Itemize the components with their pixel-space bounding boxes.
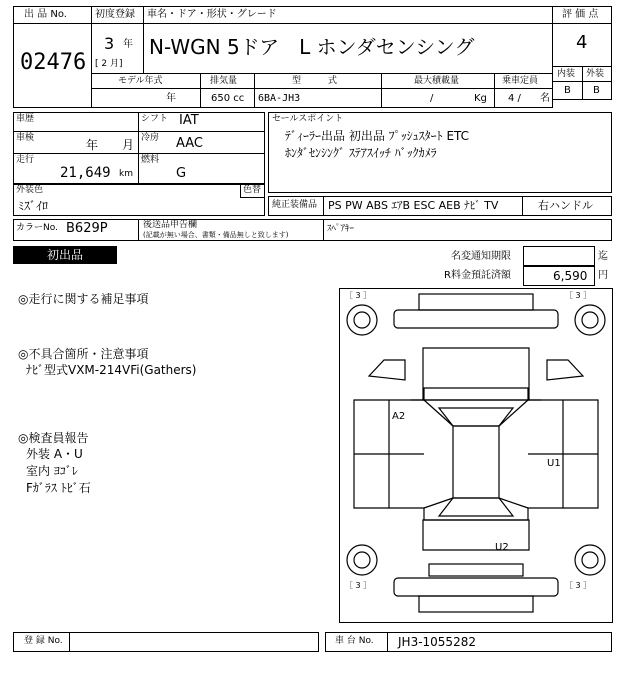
car-damage-diagram — [339, 288, 613, 623]
first-listing-badge: 初出品 — [13, 246, 117, 264]
type-value: 6BA-JH3 — [258, 93, 301, 104]
exterior-label: 外装 — [586, 69, 605, 79]
inspection-label: 車検 — [16, 133, 35, 143]
post-docs-label: 後送品申告欄 — [143, 220, 198, 230]
exterior-grade: B — [593, 85, 600, 96]
shift-label: シフト — [141, 114, 169, 124]
model-year-unit: 年 — [166, 93, 176, 104]
color-change-label: 色替 — [243, 185, 262, 195]
first-reg-month: [ 2 月] — [95, 59, 123, 69]
lot-label: 出 品 No. — [24, 9, 67, 20]
interior-label: 内装 — [557, 69, 576, 79]
name-label: 車名・ドア・形状・グレード — [147, 9, 277, 20]
steering-value: 右ハンドル — [538, 199, 593, 212]
first-reg-year-unit: 年 — [123, 39, 133, 50]
post-docs-note: (記載が無い場合、書類・備品無しと致します) — [143, 231, 289, 239]
shift-value: IAT — [179, 113, 199, 128]
chassis-label: 車 台 No. — [335, 636, 374, 646]
ext-color-cell — [13, 184, 265, 216]
fuel-label: 燃料 — [141, 155, 160, 165]
car-name: N-WGN 5ドア L ホンダセンシング — [149, 35, 475, 59]
reg-no-cell — [69, 632, 319, 652]
defects-line1: ﾅﾋﾞ型式VXM-214VFi(Gathers) — [26, 363, 197, 377]
post-docs-cell — [323, 219, 612, 241]
equipment-label: 純正装備品 — [272, 200, 318, 210]
score-label: 評 価 点 — [562, 9, 599, 20]
name-change-unit: 迄 — [598, 251, 608, 262]
equipment-value: PS PW ABS ｴｱB ESC AEB ﾅﾋﾞ TV — [328, 199, 499, 212]
interior-grade: B — [564, 85, 571, 96]
mark-u1: U1 — [547, 458, 561, 469]
displacement-value: 650 cc — [211, 93, 245, 104]
capacity-label: 乗車定員 — [502, 76, 539, 86]
reg-no-label: 登 録 No. — [24, 636, 63, 646]
name-change-cell — [523, 246, 595, 266]
inspector-line3: Fｶﾞﾗｽ ﾄﾋﾞ石 — [26, 481, 91, 495]
inspector-line1: 外装 A・U — [26, 447, 83, 461]
ext-color-value: ﾐｽﾞｲﾛ — [18, 199, 49, 213]
name-change-label: 名変通知期限 — [451, 251, 511, 262]
tire-bl-label: ［ 3 ］ — [345, 581, 372, 590]
recycle-value: 6,590 — [553, 269, 588, 283]
sales-point-line2: ﾎﾝﾀﾞｾﾝｼﾝｸﾞ ｽﾃｱｽｲｯﾁ ﾊﾞｯｸｶﾒﾗ — [285, 146, 437, 160]
inspector-line2: 室内 ﾖｺﾞﾚ — [26, 464, 78, 478]
fuel-value: G — [176, 166, 187, 181]
driving-heading: ◎走行に関する補足事項 — [18, 292, 149, 306]
sales-point-label: セールスポイント — [272, 114, 344, 124]
inspection-value: 年 月 — [86, 138, 135, 152]
model-year-label: モデル年式 — [118, 76, 163, 86]
tire-br-label: ［ 3 ］ — [565, 581, 592, 590]
max-load-unit: Kg — [474, 93, 487, 104]
tire-tl-label: ［ 3 ］ — [345, 291, 372, 300]
chassis-value: JH3-1055282 — [398, 635, 476, 649]
mileage-value: 21,649 — [60, 165, 111, 181]
ac-label: 冷房 — [141, 133, 160, 143]
mark-a2: A2 — [392, 411, 406, 422]
sales-point-line1: ﾃﾞｨｰﾗｰ出品 初出品 ﾌﾟｯｼｭｽﾀｰﾄ ETC — [285, 129, 470, 143]
capacity-unit: 名 — [540, 93, 550, 104]
max-load-sep: / — [430, 93, 434, 104]
max-load-label: 最大積載量 — [414, 76, 460, 86]
model-year-cell — [91, 88, 201, 108]
mark-u2: U2 — [495, 542, 509, 553]
capacity-value: 4 / — [508, 93, 521, 104]
defects-heading: ◎不具合箇所・注意事項 — [18, 347, 149, 361]
score-value: 4 — [576, 32, 588, 53]
ext-color-label: 外装色 — [16, 185, 44, 195]
inspector-heading: ◎検査員報告 — [18, 431, 89, 445]
type-label: 型 式 — [292, 76, 338, 86]
ac-value: AAC — [176, 136, 203, 151]
first-reg-label: 初度登録 — [95, 9, 135, 20]
post-docs-value: ｽﾍﾟｱｷｰ — [327, 224, 355, 234]
tire-tr-label: ［ 3 ］ — [565, 291, 592, 300]
mileage-unit: km — [119, 169, 133, 179]
first-reg-year: 3 — [104, 34, 115, 53]
history-label: 車歴 — [16, 114, 35, 124]
displacement-label: 排気量 — [210, 76, 238, 86]
mileage-label: 走行 — [16, 155, 35, 165]
recycle-label: R料金預託済額 — [444, 270, 511, 281]
lot-number: 02476 — [20, 50, 87, 75]
color-no-label: カラーNo. — [16, 223, 58, 233]
color-no-value: B629P — [66, 221, 108, 236]
recycle-unit: 円 — [598, 270, 608, 281]
